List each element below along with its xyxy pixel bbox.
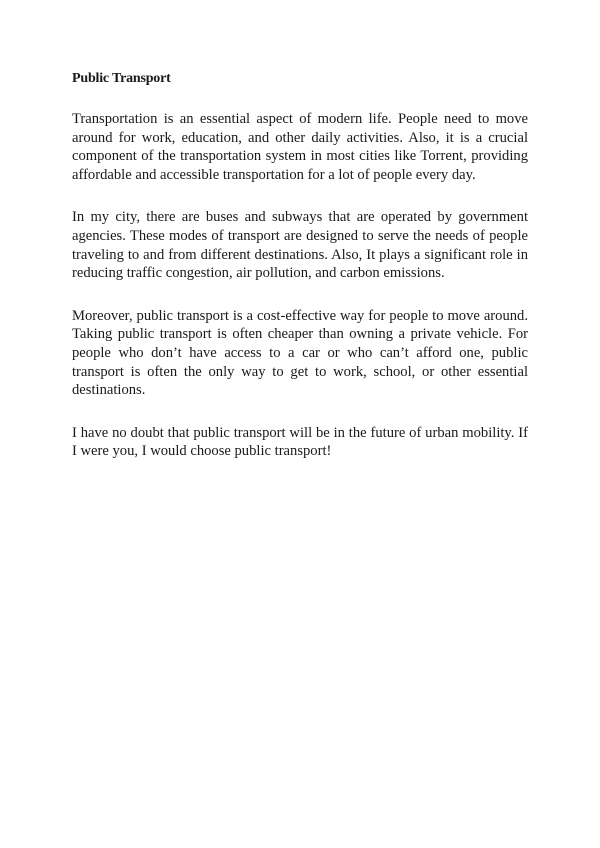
paragraph-1: Transportation is an essential aspect of modern life. People need to move around for work, education, and other daily activities. Also, it is a crucial component of the transportation system in most cities like Torrent, providing affordable and accessible transportation for a lot of people every day. <box>72 111 528 183</box>
document-title: Public Transport <box>72 71 171 86</box>
paragraph-3: Moreover, public transport is a cost-effective way for people to move around. Taking public transport is often cheaper than owning a private vehicle. For people who don’t have access to a car or who can’t afford one, public transport is often the only way to get to work, school, or other essential destinations. <box>72 307 528 399</box>
document-page <box>72 70 528 485</box>
paragraph-2: In my city, there are buses and subways that are operated by government agencies. These modes of transport are designed to serve the needs of people traveling to and from different destinations. Also, It plays a significant role in reducing traffic congestion, air pollution, and carbon emissions. <box>72 209 528 282</box>
paragraph-4: I have no doubt that public transport will be in the future of urban mobility. If I were you, I would choose public transport! <box>72 424 528 460</box>
